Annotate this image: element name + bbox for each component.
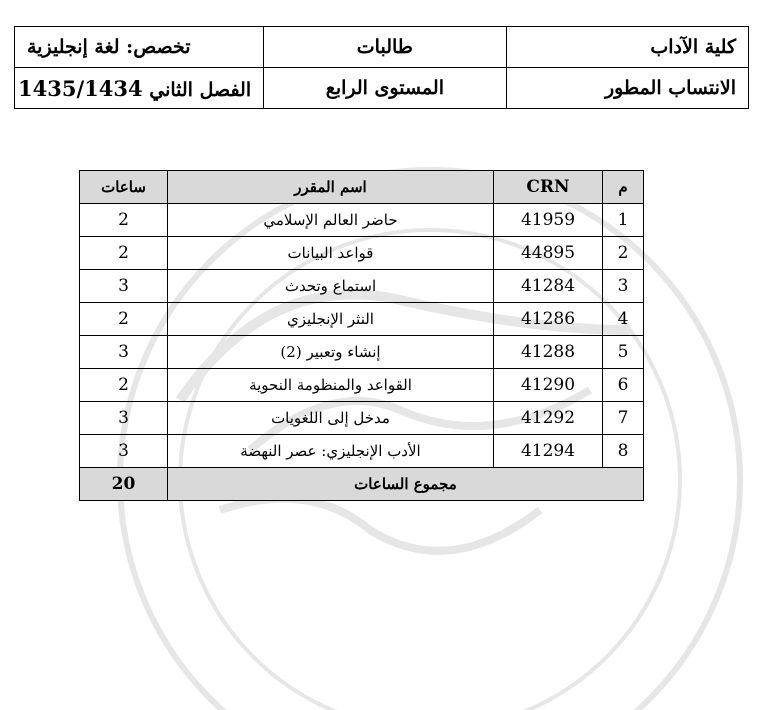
- row-number: 6: [603, 369, 644, 402]
- specialization: تخصص: لغة إنجليزية: [15, 27, 264, 68]
- course-crn: 41286: [494, 303, 603, 336]
- table-row: [80, 270, 644, 303]
- table-row: [80, 369, 644, 402]
- row-number: 1: [603, 204, 644, 237]
- semester-label: الفصل الثاني: [149, 78, 252, 101]
- course-crn: 41294: [494, 435, 603, 468]
- semester-cell: [15, 68, 264, 109]
- course-hours: 2: [80, 237, 168, 270]
- row-number: 3: [603, 270, 644, 303]
- row-number: 2: [603, 237, 644, 270]
- course-hours: 3: [80, 336, 168, 369]
- course-crn: 44895: [494, 237, 603, 270]
- course-name: النثر الإنجليزي: [168, 303, 494, 336]
- course-crn: 41959: [494, 204, 603, 237]
- row-number: 8: [603, 435, 644, 468]
- courses-table: [79, 170, 644, 501]
- student-gender: طالبات: [264, 27, 506, 68]
- table-row: [80, 204, 644, 237]
- course-hours: 2: [80, 369, 168, 402]
- table-row: [80, 435, 644, 468]
- course-name: القواعد والمنظومة النحوية: [168, 369, 494, 402]
- total-hours-label: مجموع الساعات: [168, 468, 644, 501]
- column-header-name: اسم المقرر: [168, 171, 494, 204]
- column-header-hours: ساعات: [80, 171, 168, 204]
- course-hours: 2: [80, 303, 168, 336]
- level-name: المستوى الرابع: [264, 68, 506, 109]
- course-name: قواعد البيانات: [168, 237, 494, 270]
- course-hours: 3: [80, 435, 168, 468]
- table-header-row: [80, 171, 644, 204]
- semester-year: 1435/1434: [18, 75, 143, 101]
- course-name: مدخل إلى اللغويات: [168, 402, 494, 435]
- table-row: [80, 336, 644, 369]
- column-header-number: م: [603, 171, 644, 204]
- header-table: [14, 26, 749, 109]
- course-hours: 3: [80, 270, 168, 303]
- program-name: الانتساب المطور: [506, 68, 748, 109]
- course-hours: 3: [80, 402, 168, 435]
- college-name: كلية الآداب: [506, 27, 748, 68]
- row-number: 4: [603, 303, 644, 336]
- table-row: [80, 402, 644, 435]
- course-name: إنشاء وتعبير (2): [168, 336, 494, 369]
- course-name: استماع وتحدث: [168, 270, 494, 303]
- course-name: حاضر العالم الإسلامي: [168, 204, 494, 237]
- table-row: [80, 303, 644, 336]
- row-number: 5: [603, 336, 644, 369]
- course-crn: 41284: [494, 270, 603, 303]
- course-crn: 41292: [494, 402, 603, 435]
- column-header-crn: CRN: [494, 171, 603, 204]
- total-row: [80, 468, 644, 501]
- total-hours-value: 20: [80, 468, 168, 501]
- row-number: 7: [603, 402, 644, 435]
- course-name: الأدب الإنجليزي: عصر النهضة: [168, 435, 494, 468]
- course-crn: 41288: [494, 336, 603, 369]
- course-crn: 41290: [494, 369, 603, 402]
- table-row: [80, 237, 644, 270]
- course-hours: 2: [80, 204, 168, 237]
